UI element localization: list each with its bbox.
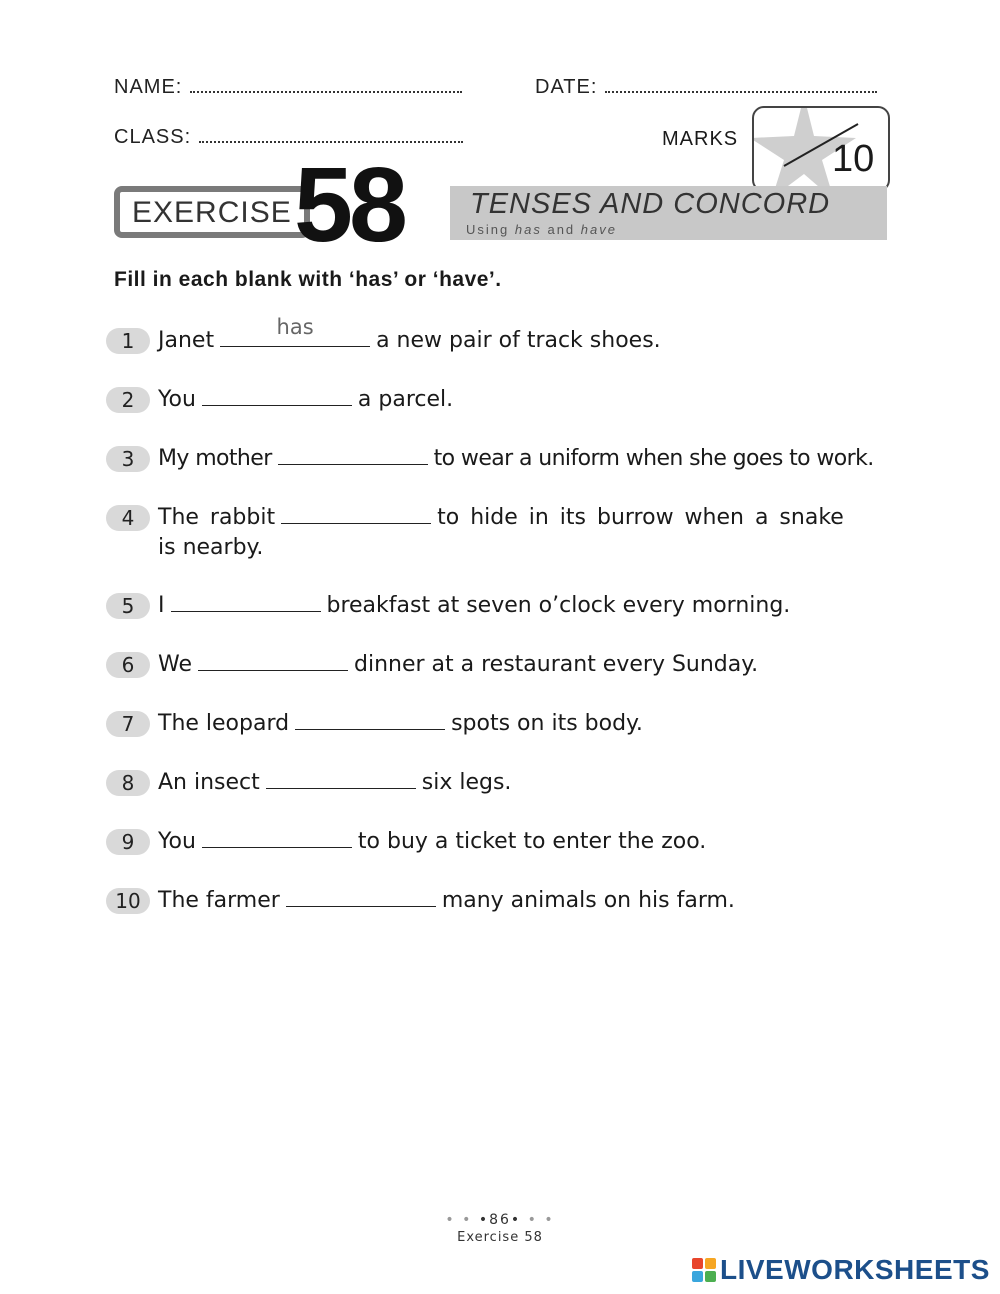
class-dotted-line — [199, 135, 463, 143]
topic-sub-prefix: Using — [466, 222, 510, 237]
date-field[interactable] — [535, 76, 877, 99]
topic-sub-word2: have — [580, 222, 617, 237]
question-text-after: to wear a uniform when she goes to work. — [433, 446, 874, 471]
question-text-before: You — [158, 387, 196, 412]
question-text-before: We — [158, 652, 192, 677]
question-text-before: Janet — [158, 328, 215, 353]
question-text-before: You — [158, 829, 196, 854]
question-number: 7 — [106, 711, 150, 737]
exercise-label: EXERCISE — [132, 196, 292, 229]
class-label: CLASS: — [114, 126, 192, 148]
topic-sub-and: and — [547, 222, 576, 237]
answer-blank[interactable] — [202, 387, 352, 406]
answer-blank[interactable] — [198, 652, 348, 671]
question-text-before: An insect — [158, 770, 260, 795]
question-text-before: The farmer — [158, 888, 280, 913]
question-number: 10 — [106, 888, 150, 914]
answer-blank[interactable] — [286, 888, 436, 907]
question-text-after: breakfast at seven o’clock every morning. — [326, 593, 791, 618]
answer-blank[interactable] — [202, 829, 352, 848]
question-number: 5 — [106, 593, 150, 619]
question-text-before: I — [158, 593, 165, 618]
answer-blank[interactable] — [266, 770, 416, 789]
answer-text: has — [276, 315, 314, 339]
answer-blank[interactable] — [295, 711, 445, 730]
name-field[interactable] — [114, 76, 462, 99]
marks-total: 10 — [832, 138, 875, 180]
exercise-number: 58 — [294, 146, 404, 264]
topic-sub-word1: has — [514, 222, 542, 237]
question-text-before: The rabbit — [158, 505, 276, 530]
question-text-after: dinner at a restaurant every Sunday. — [354, 652, 759, 677]
question-text-after: to buy a ticket to enter the zoo. — [357, 829, 707, 854]
instruction: Fill in each blank with ‘has’ or ‘have’. — [114, 268, 502, 291]
question-number: 4 — [106, 505, 150, 531]
question-text-after: six legs. — [421, 770, 512, 795]
page-number-value: 86 — [489, 1212, 511, 1228]
question-text-after: spots on its body. — [451, 711, 643, 736]
liveworksheets-logo-icon — [692, 1258, 716, 1282]
answer-blank[interactable] — [278, 446, 428, 465]
date-dotted-line — [605, 85, 877, 93]
answer-blank[interactable] — [220, 315, 370, 347]
topic-title: TENSES AND CONCORD — [470, 188, 831, 220]
question-text-after: a new pair of track shoes. — [376, 328, 661, 353]
question-text-before: The leopard — [158, 711, 290, 736]
class-field[interactable] — [114, 126, 463, 149]
date-label: DATE: — [535, 76, 598, 98]
question-text-after: to hide in its burrow when a snake — [437, 505, 844, 530]
liveworksheets-brand[interactable] — [692, 1254, 990, 1286]
page-number: • • •86• • • — [445, 1212, 555, 1228]
brand-name: LIVEWORKSHEETS — [720, 1254, 990, 1285]
footer-exercise-caption: Exercise 58 — [457, 1230, 543, 1245]
question-number: 9 — [106, 829, 150, 855]
question-number: 8 — [106, 770, 150, 796]
name-dotted-line — [190, 85, 462, 93]
question-number: 3 — [106, 446, 150, 472]
question-text-after: many animals on his farm. — [441, 888, 735, 913]
marks-label: MARKS — [662, 128, 739, 150]
name-label: NAME: — [114, 76, 183, 98]
question-text-before: My mother — [158, 446, 272, 471]
topic-subtitle — [466, 222, 617, 237]
question-text-after: a parcel. — [357, 387, 454, 412]
answer-blank[interactable] — [171, 593, 321, 612]
answer-blank[interactable] — [281, 505, 431, 524]
question-number: 6 — [106, 652, 150, 678]
question-text-continued: is nearby. — [158, 535, 264, 560]
question-number: 2 — [106, 387, 150, 413]
question-number: 1 — [106, 328, 150, 354]
